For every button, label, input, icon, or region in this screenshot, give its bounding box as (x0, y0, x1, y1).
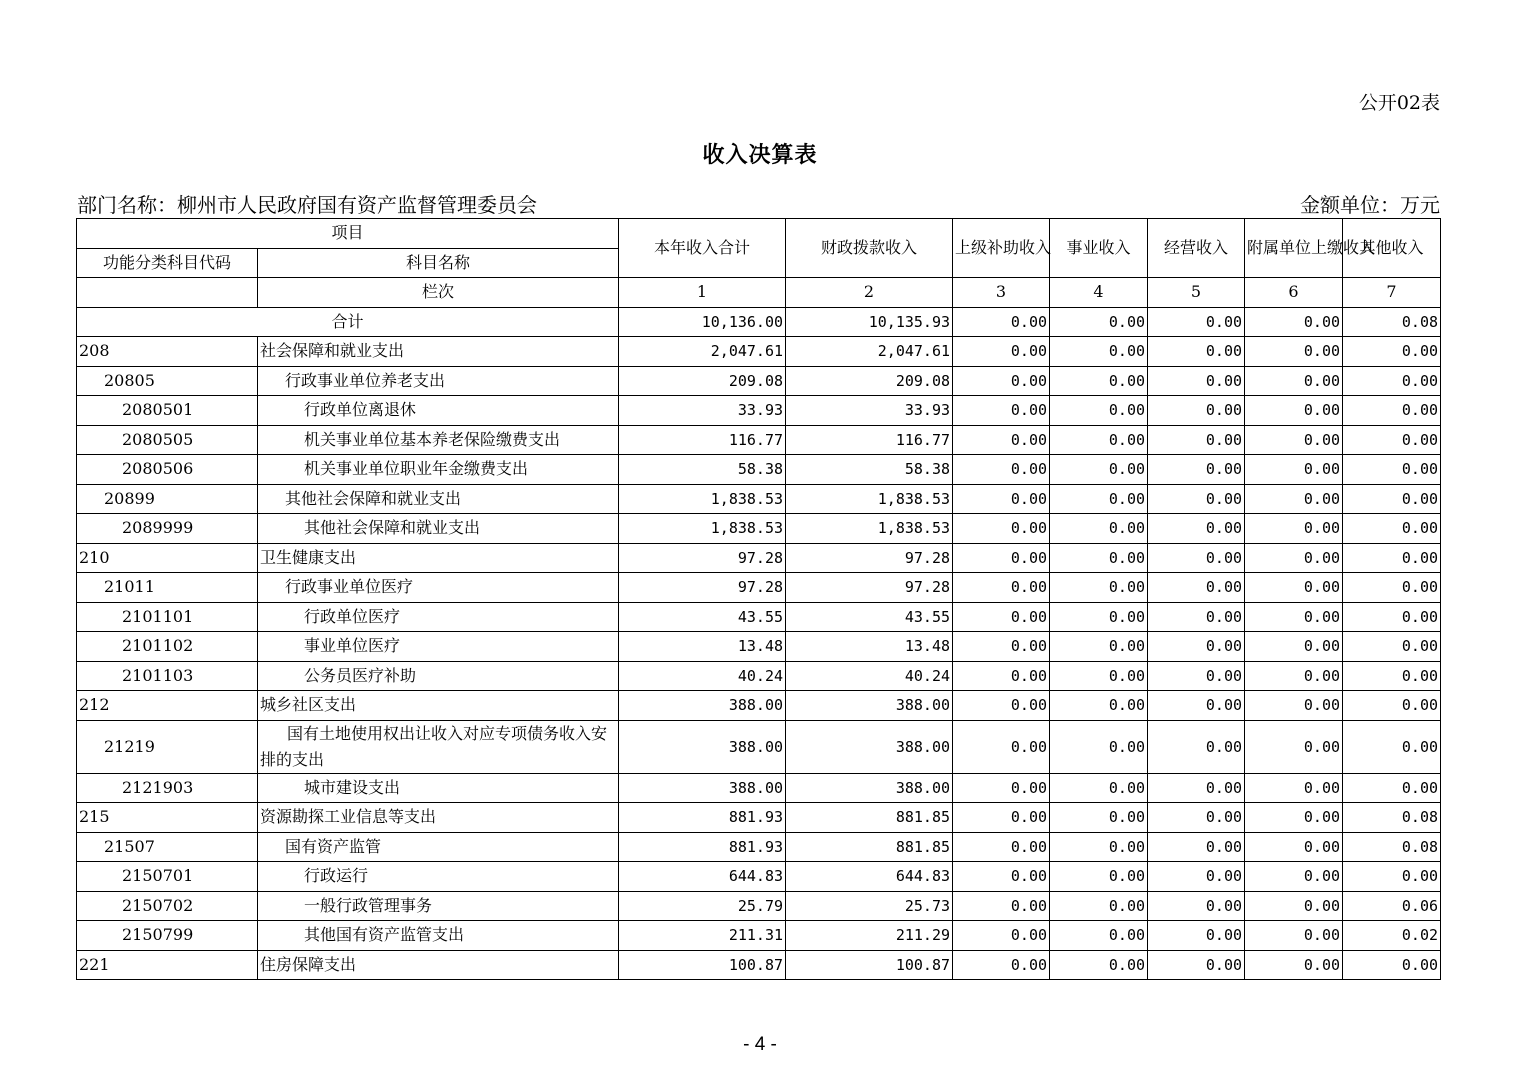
cell-total: 116.77 (619, 425, 786, 455)
cell-operating: 0.00 (1148, 602, 1245, 632)
cell-fiscal: 97.28 (786, 543, 953, 573)
cell-operating: 0.00 (1148, 455, 1245, 485)
table-row (77, 455, 1441, 485)
cell-operating: 0.00 (1148, 484, 1245, 514)
cell-total: 388.00 (619, 691, 786, 721)
cell-total: 13.48 (619, 632, 786, 662)
subject-name: 国有土地使用权出让收入对应专项债务收入安排的支出 (258, 720, 619, 773)
cell-other: 0.00 (1343, 543, 1441, 573)
subject-name: 事业单位医疗 (258, 632, 619, 662)
func-code: 21219 (77, 720, 258, 773)
cell-other: 0.00 (1343, 950, 1441, 980)
cell-fiscal: 58.38 (786, 455, 953, 485)
cell-fiscal: 1,838.53 (786, 514, 953, 544)
cell-other: 0.06 (1343, 891, 1441, 921)
col-number: 7 (1343, 278, 1441, 308)
cell-business: 0.00 (1050, 602, 1148, 632)
func-code: 2080506 (77, 455, 258, 485)
subject-name: 其他社会保障和就业支出 (258, 484, 619, 514)
cell-fiscal: 33.93 (786, 396, 953, 426)
cell-business: 0.00 (1050, 514, 1148, 544)
cell-fiscal: 388.00 (786, 720, 953, 773)
cell-other: 0.00 (1343, 425, 1441, 455)
cell-affiliated: 0.00 (1245, 543, 1343, 573)
cell-other: 0.08 (1343, 803, 1441, 833)
cell-operating: 0.00 (1148, 862, 1245, 892)
cell-upper-subsidy: 0.00 (953, 484, 1050, 514)
header-fiscal: 财政拨款收入 (786, 219, 953, 278)
header-business: 事业收入 (1050, 219, 1148, 278)
cell-operating: 0.00 (1148, 921, 1245, 951)
cell-affiliated: 0.00 (1245, 337, 1343, 367)
subject-name: 机关事业单位职业年金缴费支出 (258, 455, 619, 485)
income-table (76, 218, 1441, 980)
table-row (77, 950, 1441, 980)
subject-name: 公务员医疗补助 (258, 661, 619, 691)
page-title: 收入决算表 (702, 142, 818, 168)
func-code: 2121903 (77, 773, 258, 803)
table-row (77, 803, 1441, 833)
func-code: 2150799 (77, 921, 258, 951)
func-code: 2101101 (77, 602, 258, 632)
cell-operating: 0.00 (1148, 366, 1245, 396)
cell-business: 0.00 (1050, 950, 1148, 980)
subject-name: 行政运行 (258, 862, 619, 892)
cell-upper-subsidy: 0.00 (953, 803, 1050, 833)
cell-operating: 0.00 (1148, 891, 1245, 921)
cell-fiscal: 43.55 (786, 602, 953, 632)
col-number: 5 (1148, 278, 1245, 308)
cell-fiscal: 10,135.93 (786, 307, 953, 337)
table-row (77, 366, 1441, 396)
header-other: 其他收入 (1343, 219, 1441, 278)
cell-fiscal: 211.29 (786, 921, 953, 951)
func-code: 2101103 (77, 661, 258, 691)
lanci-blank (77, 278, 258, 308)
subject-name: 行政单位离退休 (258, 396, 619, 426)
summary-label: 合计 (77, 307, 619, 337)
header-upper-subsidy: 上级补助收入 (953, 219, 1050, 278)
func-code: 2080501 (77, 396, 258, 426)
table-row (77, 661, 1441, 691)
cell-business: 0.00 (1050, 543, 1148, 573)
col-number: 3 (953, 278, 1050, 308)
subject-name: 国有资产监管 (258, 832, 619, 862)
cell-affiliated: 0.00 (1245, 573, 1343, 603)
cell-upper-subsidy: 0.00 (953, 691, 1050, 721)
subject-name: 机关事业单位基本养老保险缴费支出 (258, 425, 619, 455)
cell-upper-subsidy: 0.00 (953, 543, 1050, 573)
cell-other: 0.02 (1343, 921, 1441, 951)
cell-other: 0.00 (1343, 337, 1441, 367)
subject-name: 其他国有资产监管支出 (258, 921, 619, 951)
cell-business: 0.00 (1050, 832, 1148, 862)
subject-name: 行政事业单位医疗 (258, 573, 619, 603)
cell-operating: 0.00 (1148, 514, 1245, 544)
cell-other: 0.00 (1343, 573, 1441, 603)
table-row (77, 720, 1441, 773)
cell-affiliated: 0.00 (1245, 632, 1343, 662)
cell-operating: 0.00 (1148, 543, 1245, 573)
cell-affiliated: 0.00 (1245, 720, 1343, 773)
cell-business: 0.00 (1050, 307, 1148, 337)
lanci-label: 栏次 (258, 278, 619, 308)
cell-business: 0.00 (1050, 484, 1148, 514)
cell-business: 0.00 (1050, 661, 1148, 691)
cell-total: 97.28 (619, 543, 786, 573)
cell-affiliated: 0.00 (1245, 661, 1343, 691)
cell-fiscal: 388.00 (786, 691, 953, 721)
cell-business: 0.00 (1050, 632, 1148, 662)
form-number: 公开02表 (1358, 92, 1440, 114)
col-number: 4 (1050, 278, 1148, 308)
cell-other: 0.00 (1343, 514, 1441, 544)
cell-operating: 0.00 (1148, 720, 1245, 773)
header-total: 本年收入合计 (619, 219, 786, 278)
col-number: 6 (1245, 278, 1343, 308)
cell-fiscal: 644.83 (786, 862, 953, 892)
cell-upper-subsidy: 0.00 (953, 602, 1050, 632)
cell-affiliated: 0.00 (1245, 862, 1343, 892)
cell-upper-subsidy: 0.00 (953, 862, 1050, 892)
cell-operating: 0.00 (1148, 832, 1245, 862)
cell-total: 211.31 (619, 921, 786, 951)
cell-fiscal: 13.48 (786, 632, 953, 662)
table-row (77, 602, 1441, 632)
cell-business: 0.00 (1050, 921, 1148, 951)
cell-other: 0.08 (1343, 832, 1441, 862)
cell-business: 0.00 (1050, 691, 1148, 721)
cell-fiscal: 116.77 (786, 425, 953, 455)
cell-business: 0.00 (1050, 803, 1148, 833)
cell-operating: 0.00 (1148, 803, 1245, 833)
col-number: 1 (619, 278, 786, 308)
header-func-code: 功能分类科目代码 (77, 248, 258, 278)
func-code: 2089999 (77, 514, 258, 544)
func-code: 20805 (77, 366, 258, 396)
cell-business: 0.00 (1050, 862, 1148, 892)
col-number: 2 (786, 278, 953, 308)
cell-total: 644.83 (619, 862, 786, 892)
cell-total: 881.93 (619, 803, 786, 833)
cell-affiliated: 0.00 (1245, 950, 1343, 980)
cell-total: 1,838.53 (619, 484, 786, 514)
page-number: - 4 - (743, 1034, 777, 1055)
table-row (77, 832, 1441, 862)
cell-business: 0.00 (1050, 720, 1148, 773)
cell-other: 0.00 (1343, 602, 1441, 632)
cell-other: 0.00 (1343, 455, 1441, 485)
cell-upper-subsidy: 0.00 (953, 832, 1050, 862)
cell-upper-subsidy: 0.00 (953, 921, 1050, 951)
func-code: 208 (77, 337, 258, 367)
func-code: 2150701 (77, 862, 258, 892)
table-row (77, 632, 1441, 662)
cell-other: 0.00 (1343, 396, 1441, 426)
cell-operating: 0.00 (1148, 307, 1245, 337)
cell-affiliated: 0.00 (1245, 602, 1343, 632)
cell-total: 100.87 (619, 950, 786, 980)
cell-fiscal: 2,047.61 (786, 337, 953, 367)
cell-other: 0.00 (1343, 720, 1441, 773)
cell-operating: 0.00 (1148, 950, 1245, 980)
cell-total: 881.93 (619, 832, 786, 862)
table-row (77, 773, 1441, 803)
cell-affiliated: 0.00 (1245, 514, 1343, 544)
cell-total: 40.24 (619, 661, 786, 691)
header-project: 项目 (77, 219, 619, 249)
cell-other: 0.00 (1343, 484, 1441, 514)
func-code: 215 (77, 803, 258, 833)
cell-total: 97.28 (619, 573, 786, 603)
cell-business: 0.00 (1050, 396, 1148, 426)
header-affiliated: 附属单位上缴收入 (1245, 219, 1343, 278)
cell-operating: 0.00 (1148, 691, 1245, 721)
cell-total: 25.79 (619, 891, 786, 921)
cell-business: 0.00 (1050, 337, 1148, 367)
cell-fiscal: 388.00 (786, 773, 953, 803)
cell-other: 0.00 (1343, 632, 1441, 662)
subject-name: 城市建设支出 (258, 773, 619, 803)
cell-operating: 0.00 (1148, 773, 1245, 803)
table-row (77, 425, 1441, 455)
cell-upper-subsidy: 0.00 (953, 425, 1050, 455)
cell-fiscal: 1,838.53 (786, 484, 953, 514)
cell-upper-subsidy: 0.00 (953, 573, 1050, 603)
subject-name: 住房保障支出 (258, 950, 619, 980)
cell-fiscal: 209.08 (786, 366, 953, 396)
cell-other: 0.00 (1343, 691, 1441, 721)
func-code: 2080505 (77, 425, 258, 455)
cell-business: 0.00 (1050, 773, 1148, 803)
cell-other: 0.00 (1343, 366, 1441, 396)
func-code: 2101102 (77, 632, 258, 662)
cell-upper-subsidy: 0.00 (953, 773, 1050, 803)
amount-unit: 金额单位：万元 (1300, 193, 1440, 217)
cell-upper-subsidy: 0.00 (953, 337, 1050, 367)
department-name: 部门名称：柳州市人民政府国有资产监督管理委员会 (77, 193, 537, 217)
cell-total: 33.93 (619, 396, 786, 426)
cell-total: 388.00 (619, 773, 786, 803)
cell-total: 209.08 (619, 366, 786, 396)
cell-upper-subsidy: 0.00 (953, 455, 1050, 485)
header-operating: 经营收入 (1148, 219, 1245, 278)
subject-name: 行政单位医疗 (258, 602, 619, 632)
table-row (77, 573, 1441, 603)
table-row (77, 862, 1441, 892)
cell-upper-subsidy: 0.00 (953, 396, 1050, 426)
func-code: 2150702 (77, 891, 258, 921)
cell-total: 2,047.61 (619, 337, 786, 367)
cell-operating: 0.00 (1148, 573, 1245, 603)
lanci-row (77, 278, 1441, 308)
cell-business: 0.00 (1050, 455, 1148, 485)
header-subject-name: 科目名称 (258, 248, 619, 278)
table-row (77, 543, 1441, 573)
cell-other: 0.00 (1343, 661, 1441, 691)
cell-upper-subsidy: 0.00 (953, 891, 1050, 921)
cell-operating: 0.00 (1148, 661, 1245, 691)
cell-total: 58.38 (619, 455, 786, 485)
cell-upper-subsidy: 0.00 (953, 366, 1050, 396)
cell-affiliated: 0.00 (1245, 366, 1343, 396)
cell-upper-subsidy: 0.00 (953, 950, 1050, 980)
func-code: 212 (77, 691, 258, 721)
cell-operating: 0.00 (1148, 396, 1245, 426)
cell-affiliated: 0.00 (1245, 921, 1343, 951)
cell-operating: 0.00 (1148, 425, 1245, 455)
cell-affiliated: 0.00 (1245, 484, 1343, 514)
cell-fiscal: 881.85 (786, 832, 953, 862)
cell-upper-subsidy: 0.00 (953, 307, 1050, 337)
table-row (77, 921, 1441, 951)
cell-fiscal: 881.85 (786, 803, 953, 833)
cell-operating: 0.00 (1148, 632, 1245, 662)
cell-other: 0.00 (1343, 862, 1441, 892)
cell-upper-subsidy: 0.00 (953, 661, 1050, 691)
cell-affiliated: 0.00 (1245, 773, 1343, 803)
cell-upper-subsidy: 0.00 (953, 632, 1050, 662)
subject-name: 卫生健康支出 (258, 543, 619, 573)
cell-total: 388.00 (619, 720, 786, 773)
cell-fiscal: 40.24 (786, 661, 953, 691)
summary-row (77, 307, 1441, 337)
cell-other: 0.00 (1343, 773, 1441, 803)
cell-affiliated: 0.00 (1245, 425, 1343, 455)
subject-name: 其他社会保障和就业支出 (258, 514, 619, 544)
table-row (77, 396, 1441, 426)
cell-affiliated: 0.00 (1245, 891, 1343, 921)
cell-affiliated: 0.00 (1245, 307, 1343, 337)
subject-name: 行政事业单位养老支出 (258, 366, 619, 396)
cell-business: 0.00 (1050, 891, 1148, 921)
cell-upper-subsidy: 0.00 (953, 514, 1050, 544)
table-row (77, 484, 1441, 514)
cell-total: 43.55 (619, 602, 786, 632)
cell-operating: 0.00 (1148, 337, 1245, 367)
cell-business: 0.00 (1050, 573, 1148, 603)
cell-fiscal: 97.28 (786, 573, 953, 603)
table-row (77, 691, 1441, 721)
cell-total: 1,838.53 (619, 514, 786, 544)
cell-fiscal: 100.87 (786, 950, 953, 980)
cell-affiliated: 0.00 (1245, 396, 1343, 426)
func-code: 20899 (77, 484, 258, 514)
cell-business: 0.00 (1050, 366, 1148, 396)
cell-total: 10,136.00 (619, 307, 786, 337)
table-row (77, 891, 1441, 921)
table-row (77, 514, 1441, 544)
cell-business: 0.00 (1050, 425, 1148, 455)
subject-name: 城乡社区支出 (258, 691, 619, 721)
func-code: 221 (77, 950, 258, 980)
cell-upper-subsidy: 0.00 (953, 720, 1050, 773)
cell-affiliated: 0.00 (1245, 455, 1343, 485)
cell-other: 0.08 (1343, 307, 1441, 337)
func-code: 21507 (77, 832, 258, 862)
subject-name: 社会保障和就业支出 (258, 337, 619, 367)
func-code: 21011 (77, 573, 258, 603)
func-code: 210 (77, 543, 258, 573)
cell-affiliated: 0.00 (1245, 803, 1343, 833)
subject-name: 一般行政管理事务 (258, 891, 619, 921)
subject-name: 资源勘探工业信息等支出 (258, 803, 619, 833)
cell-fiscal: 25.73 (786, 891, 953, 921)
cell-affiliated: 0.00 (1245, 691, 1343, 721)
cell-affiliated: 0.00 (1245, 832, 1343, 862)
table-row (77, 337, 1441, 367)
